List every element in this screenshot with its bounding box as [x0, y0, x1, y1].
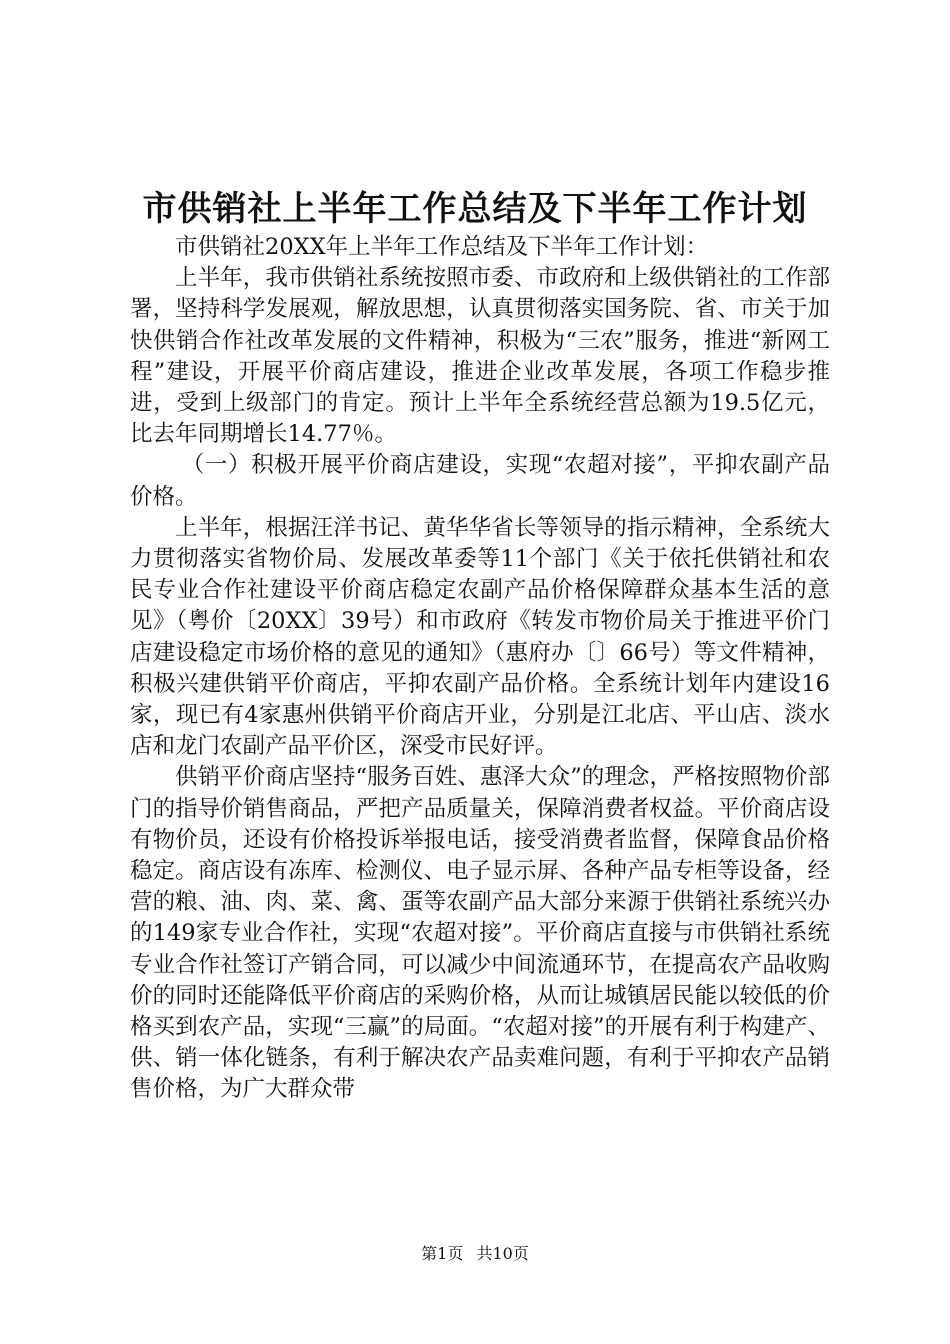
document-title: 市供销社上半年工作总结及下半年工作计划 — [142, 189, 808, 229]
body-paragraph: 上半年，根据汪洋书记、黄华华省长等领导的指示精神，全系统大力贯彻落实省物价局、发展改革委等11个部门《关于依托供销社和农民专业合作社建设平价商店稳定农副产品价格保障群众基本生活的意见》（粤价〔20XX〕39号）和市政府《转发市物价局关于推进平价门店建设稳定市场价格的意见的通知》（惠府办〔〕66号）等文件精神，积极兴建供销平价商店，平抑农副产品价格。全系统计划年内建设16家，现已有4家惠州供销平价商店开业，分别是江北店、平山店、淡水店和龙门农副产品平价区，深受市民好评。 — [130, 514, 830, 760]
document-body — [130, 232, 830, 1106]
page-number: 第1页 — [421, 1244, 464, 1263]
page-footer — [0, 1243, 950, 1265]
section-heading-1: （一）积极开展平价商店建设，实现“农超对接”，平抑农副产品价格。 — [130, 452, 830, 510]
body-paragraph: 供销平价商店坚持“服务百姓、惠泽大众”的理念，严格按照物价部门的指导价销售商品，严把产品质量关，保障消费者权益。平价商店设有物价员，还设有价格投诉举报电话，接受消费者监督，保障食品价格稳定。商店设有冻库、检测仪、电子显示屏、各种产品专柜等设备，经营的粮、油、肉、菜、禽、蛋等农副产品大部分来源于供销社系统兴办的149家专业合作社，实现“农超对接”。平价商店直接与市供销社系统专业合作社签订产销合同，可以减少中间流通环节，在提高农产品收购价的同时还能降低平价商店的采购价格，从而让城镇居民能以较低的价格买到农产品，实现“三赢”的局面。“农超对接”的开展有利于构建产、供、销一体化链条，有利于解决农产品卖难问题，有利于平抑农产品销售价格，为广大群众带 — [130, 764, 830, 1103]
summary-paragraph: 上半年，我市供销社系统按照市委、市政府和上级供销社的工作部署，坚持科学发展观，解放思想，认真贯彻落实国务院、省、市关于加快供销合作社改革发展的文件精神，积极为“三农”服务，推进“新网工程”建设，开展平价商店建设，推进企业改革发展，各项工作稳步推进，受到上级部门的肯定。预计上半年全系统经营总额为19.5亿元，比去年同期增长14.77％。 — [130, 265, 830, 448]
page-total: 共10页 — [476, 1244, 529, 1263]
intro-paragraph: 市供销社20XX年上半年工作总结及下半年工作计划： — [175, 234, 709, 260]
